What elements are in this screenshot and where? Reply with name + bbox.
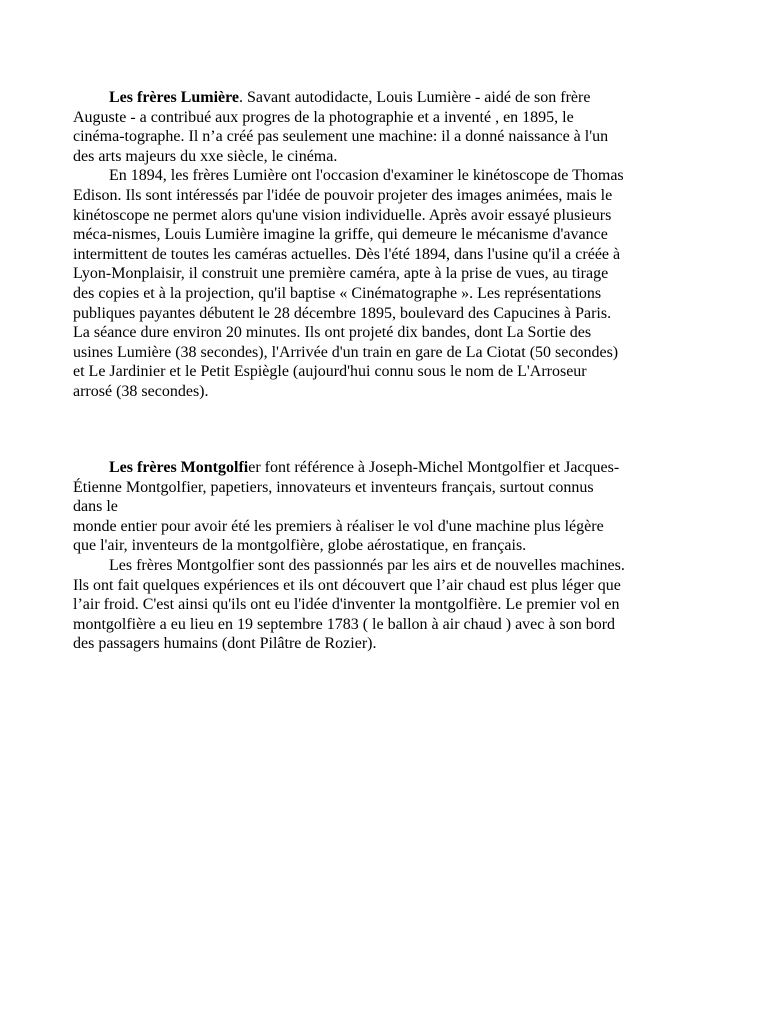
paragraph-line: Ils ont fait quelques expériences et ils ont découvert que l’air chaud est plus léger que bbox=[73, 576, 621, 594]
paragraph-line: des copies et à la projection, qu'il baptise « Cinématographe ». Les représentations bbox=[73, 284, 602, 302]
section-lumiere bbox=[73, 88, 697, 402]
paragraph-line: Auguste - a contribué aux progres de la photographie et a inventé , en 1895, le bbox=[73, 108, 574, 126]
paragraph-line: Les frères Montgolfier sont des passionnés par les airs et de nouvelles machines. bbox=[109, 556, 625, 574]
section-montgolfier bbox=[73, 458, 697, 654]
paragraph-line: cinéma-tographe. Il n’a créé pas seulement une machine: il a donné naissance à l'un bbox=[73, 128, 609, 146]
paragraph-line: arrosé (38 secondes). bbox=[73, 382, 209, 400]
paragraph-line: Edison. Ils sont intéressés par l'idée de pouvoir projeter des images animées, mais le bbox=[73, 186, 613, 204]
paragraph-line: Lyon-Monplaisir, il construit une première caméra, apte à la prise de vues, au tirage bbox=[73, 265, 609, 283]
paragraph-line: des passagers humains (dont Pilâtre de Rozier). bbox=[73, 635, 377, 653]
paragraph-line: En 1894, les frères Lumière ont l'occasion d'examiner le kinétoscope de Thomas bbox=[109, 167, 624, 185]
section-title: Les frères Montgolfi bbox=[109, 459, 249, 476]
paragraph-line: Les frères Montgolfier font référence à Joseph-Michel Montgolfier et Jacques- bbox=[109, 459, 620, 476]
paragraph-line: Les frères Lumière. Savant autodidacte, Louis Lumière - aidé de son frère bbox=[109, 89, 591, 106]
paragraph-line: Étienne Montgolfier, papetiers, innovateurs et inventeurs français, surtout connus bbox=[73, 478, 594, 496]
paragraph-line: que l'air, inventeurs de la montgolfière, globe aérostatique, en français. bbox=[73, 537, 527, 555]
paragraph-line: kinétoscope ne permet alors qu'une vision individuelle. Après avoir essayé plusieurs bbox=[73, 206, 612, 224]
paragraph-line: et Le Jardinier et le Petit Espiègle (aujourd'hui connu sous le nom de L'Arroseur bbox=[73, 363, 587, 381]
paragraph-line: monde entier pour avoir été les premiers à réaliser le vol d'une machine plus légère bbox=[73, 517, 604, 535]
paragraph-line: dans le bbox=[73, 498, 118, 516]
paragraph-line: publiques payantes débutent le 28 décembre 1895, boulevard des Capucines à Paris. bbox=[73, 304, 612, 322]
paragraph-line: intermittent de toutes les caméras actuelles. Dès l'été 1894, dans l'usine qu'il a créée à bbox=[73, 245, 621, 263]
paragraph-line: montgolfière a eu lieu en 19 septembre 1783 ( le ballon à air chaud ) avec à son bord bbox=[73, 615, 616, 633]
paragraph-line: méca-nismes, Louis Lumière imagine la griffe, qui demeure le mécanisme d'avance bbox=[73, 226, 608, 244]
paragraph-line: l’air froid. C'est ainsi qu'ils ont eu l'idée d'inventer la montgolfière. Le premier vol en bbox=[73, 596, 620, 614]
section-title: Les frères Lumière bbox=[109, 89, 240, 106]
paragraph-line: La séance dure environ 20 minutes. Ils ont projeté dix bandes, dont La Sortie des bbox=[73, 324, 592, 342]
paragraph-line: des arts majeurs du xxe siècle, le cinéma. bbox=[73, 147, 338, 165]
paragraph-line: usines Lumière (38 secondes), l'Arrivée d'un train en gare de La Ciotat (50 secondes) bbox=[73, 343, 619, 361]
